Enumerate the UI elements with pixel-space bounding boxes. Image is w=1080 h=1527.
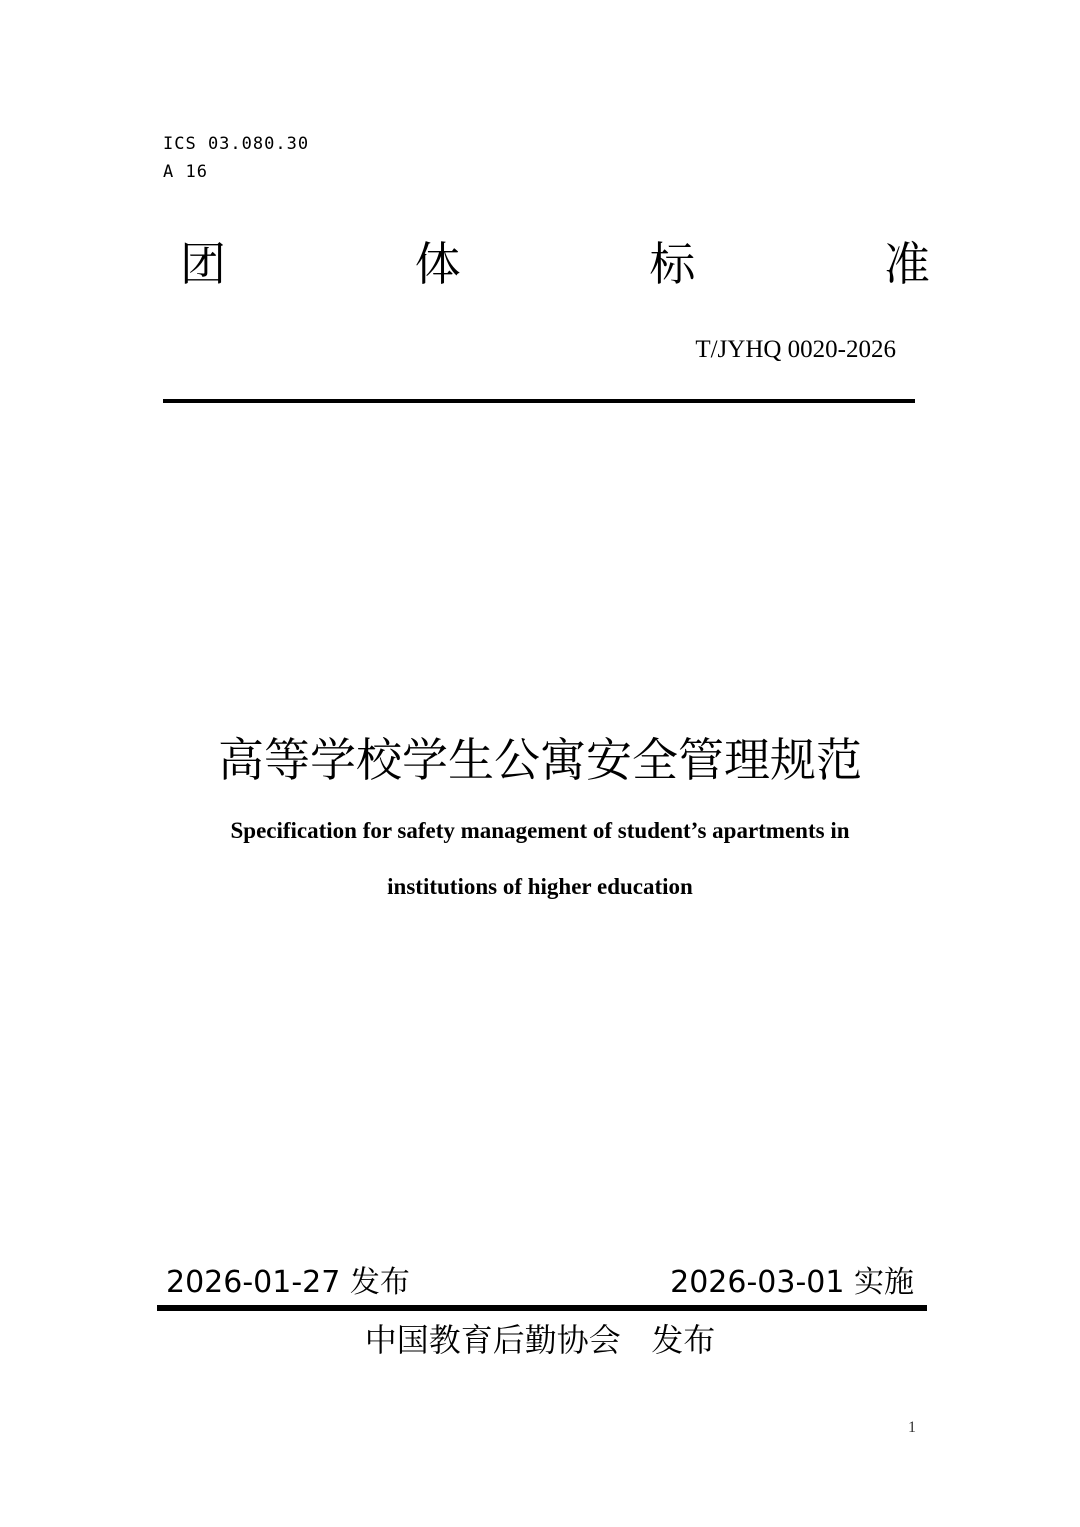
ics-code: ICS 03.080.30 <box>163 134 310 154</box>
document-title-zh: 高等学校学生公寓安全管理规范 <box>218 733 862 787</box>
standard-type-char: 团 <box>180 237 226 291</box>
implementation-date: 2026-03-01 实施 <box>670 1265 914 1300</box>
bottom-divider <box>157 1305 927 1311</box>
document-title-en-line1: Specification for safety management of student’s apartments in <box>230 818 850 843</box>
page-number: 1 <box>908 1419 916 1436</box>
standard-type-char: 体 <box>414 237 461 291</box>
top-divider <box>163 399 915 403</box>
standard-type-char: 标 <box>649 237 696 291</box>
ccs-code: A 16 <box>163 162 208 182</box>
standard-type-heading <box>180 232 930 296</box>
document-title-en-line2: institutions of higher education <box>387 874 693 899</box>
issue-date: 2026-01-27 发布 <box>166 1265 410 1300</box>
standard-number: T/JYHQ 0020-2026 <box>695 336 896 363</box>
publisher: 中国教育后勤协会 发布 <box>364 1321 716 1359</box>
standard-type-char: 准 <box>883 237 930 291</box>
